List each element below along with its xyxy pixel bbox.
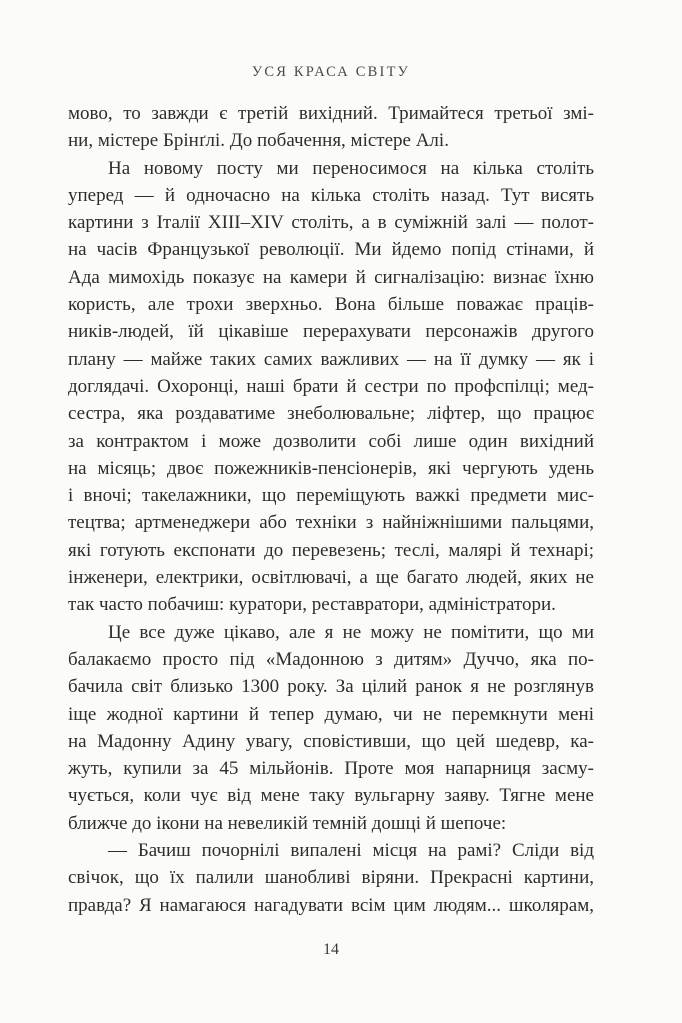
text-line: чується, коли чує від мене таку вульгарну заяву. Тягне мене: [68, 785, 594, 807]
text-line: на Мадонну Адину увагу, сповістивши, що цей шедевр, ка-: [68, 730, 594, 752]
text-line: Ада мимохідь показує на камери й сигналізацію: визнає їхню: [68, 266, 594, 288]
text-line: — Бачиш почорнілі випалені місця на рамі? Сліди від: [108, 840, 594, 862]
text-line: доглядачі. Охоронці, наші брати й сестри по профспілці; мед-: [68, 375, 594, 397]
text-line: ників-людей, їй цікавіше перерахувати персонажів другого: [68, 321, 594, 343]
text-line: інженери, електрики, освітлювачі, а ще багато людей, яких не: [68, 567, 594, 589]
text-line: сестра, яка роздаватиме знеболювальне; ліфтер, що працює: [68, 403, 594, 425]
text-line: так часто побачиш: куратори, реставратори, адміністратори.: [68, 594, 556, 616]
text-line: за контрактом і може дозволити собі лише один вихідний: [68, 430, 594, 452]
text-line: Це все дуже цікаво, але я не можу не помітити, що ми: [108, 621, 594, 643]
text-line: бачила світ близько 1300 року. За цілий ранок я не розглянув: [68, 676, 594, 698]
text-line: на місяць; двоє пожежників-пенсіонерів, які чергують удень: [68, 457, 594, 479]
text-line: користь, але трохи зверхньо. Вона більше поважає праців-: [68, 294, 594, 316]
text-line: картини з Італії XIII–XIV століть, а в суміжній залі — полот-: [68, 212, 594, 234]
text-line: тецтва; артменеджери або техніки з найніжнішими пальцями,: [68, 512, 594, 534]
text-line: які готують експонати до перевезень; теслі, малярі й технарі;: [68, 539, 594, 561]
text-line: правда? Я намагаюся нагадувати всім цим людям... школярам,: [68, 894, 594, 916]
page-number: 14: [323, 941, 339, 958]
text-line: свічок, що їх палили шанобливі віряни. Прекрасні картини,: [68, 867, 594, 889]
text-line: жуть, купили за 45 мільйонів. Проте моя напарниця засму-: [68, 758, 594, 780]
running-header: УСЯ КРАСА СВІТУ: [251, 64, 411, 80]
text-line: ближче до ікони на невеликій темній дошці й шепоче:: [68, 812, 507, 834]
text-line: на часів Французької революції. Ми йдемо попід стінами, й: [68, 239, 594, 261]
text-line: і вночі; такелажники, що переміщують важкі предмети мис-: [68, 485, 594, 507]
text-line: плану — майже таких самих важливих — на її думку — як і: [68, 348, 594, 370]
body-text: [68, 100, 594, 919]
text-line: На новому посту ми переносимося на кілька століть: [108, 157, 594, 179]
text-line: уперед — й одночасно на кілька століть назад. Тут висять: [68, 184, 594, 206]
text-line: іще жодної картини й тепер думаю, чи не перемкнути мені: [68, 703, 594, 725]
text-line: ни, містере Брінґлі. До побачення, містере Алі.: [68, 130, 449, 152]
text-line: балакаємо просто під «Мадонною з дитям» Дуччо, яка по-: [68, 648, 594, 670]
text-line: мово, то завжди є третій вихідний. Тримайтеся третьої змі-: [68, 103, 594, 124]
